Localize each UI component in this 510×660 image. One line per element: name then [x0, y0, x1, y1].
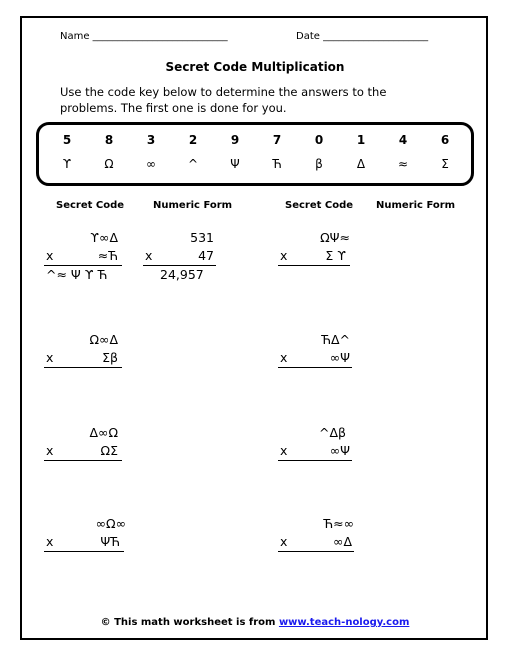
key-digit: 1 [356, 133, 366, 147]
key-symbol: ^ [187, 157, 199, 171]
problem-underline [278, 367, 352, 368]
key-symbol: Σ [441, 157, 449, 171]
problem-top: ΩΨ≈ [320, 230, 350, 245]
instructions-line-2: problems. The first one is done for you. [60, 101, 287, 115]
problem-bottom: ∞Δ [333, 534, 352, 549]
name-field-label: Name ___________________________ [60, 31, 228, 42]
problem-underline [278, 265, 350, 266]
problem-bottom: ∞Ψ [329, 350, 350, 365]
example-code-answer: ^≈ Ψ ϒ Ћ [46, 267, 108, 282]
key-digit: 5 [62, 133, 72, 147]
problem-multiply-sign: x [280, 350, 288, 365]
key-digit: 4 [398, 133, 408, 147]
key-symbol: ≈ [397, 157, 409, 171]
problem-top: ∞Ω∞ [95, 516, 126, 531]
problem-bottom: ∞Ψ [329, 443, 350, 458]
key-symbol: Ћ [272, 157, 282, 171]
footer-prefix: © This math worksheet is from [100, 617, 279, 628]
key-symbol: Ω [104, 157, 114, 171]
key-symbol: Δ [356, 157, 366, 171]
problem-top: Δ∞Ω [89, 425, 118, 440]
column-header-numeric-form: Numeric Form [153, 200, 233, 211]
example-num-multiply-sign: x [145, 248, 153, 263]
problem-top: ^Δβ [318, 425, 346, 440]
problem-underline [278, 551, 354, 552]
key-digit: 6 [440, 133, 450, 147]
problem-underline [278, 460, 352, 461]
example-code-underline [44, 265, 122, 266]
key-digit: 2 [188, 133, 198, 147]
problem-bottom: ΨЋ [100, 534, 120, 549]
key-symbol: ϒ [62, 157, 72, 171]
problem-top: Ћ≈∞ [323, 516, 354, 531]
key-digit: 9 [230, 133, 240, 147]
example-num-answer: 24,957 [160, 267, 204, 282]
problem-multiply-sign: x [46, 534, 54, 549]
example-num-bottom: 47 [198, 248, 214, 263]
problem-multiply-sign: x [280, 248, 288, 263]
problem-top: ЋΔ^ [321, 332, 350, 347]
key-digit: 0 [314, 133, 324, 147]
instructions-line-1: Use the code key below to determine the answers to the [60, 85, 387, 99]
problem-underline [44, 551, 124, 552]
key-digit: 7 [272, 133, 282, 147]
problem-multiply-sign: x [280, 534, 288, 549]
footer-credit [0, 617, 510, 628]
code-key-box [36, 122, 474, 186]
problem-bottom: Σβ [102, 350, 118, 365]
key-digit: 3 [146, 133, 156, 147]
column-header-secret-code: Secret Code [285, 200, 354, 211]
key-symbol: ∞ [146, 157, 156, 171]
problem-top: Ω∞Δ [89, 332, 118, 347]
problem-multiply-sign: x [46, 350, 54, 365]
page-title: Secret Code Multiplication [165, 60, 345, 74]
date-field-label: Date _____________________ [296, 31, 429, 42]
example-num-underline [143, 265, 216, 266]
problem-underline [44, 460, 122, 461]
column-header-numeric-form: Numeric Form [376, 200, 456, 211]
problem-multiply-sign: x [280, 443, 288, 458]
problem-underline [44, 367, 122, 368]
example-code-bottom: ≈Ћ [97, 248, 118, 263]
problem-bottom: ΩΣ [100, 443, 118, 458]
column-header-secret-code: Secret Code [56, 200, 125, 211]
example-code-multiply-sign: x [46, 248, 54, 263]
problem-multiply-sign: x [46, 443, 54, 458]
teach-nology-link[interactable]: www.teach-nology.com [278, 617, 410, 628]
problem-bottom: Σ ϒ [325, 248, 346, 263]
key-symbol: Ψ [230, 157, 240, 171]
example-code-top: ϒ∞Δ [90, 230, 118, 245]
key-symbol: β [315, 157, 323, 171]
key-digit: 8 [104, 133, 114, 147]
example-num-top: 531 [190, 230, 214, 245]
